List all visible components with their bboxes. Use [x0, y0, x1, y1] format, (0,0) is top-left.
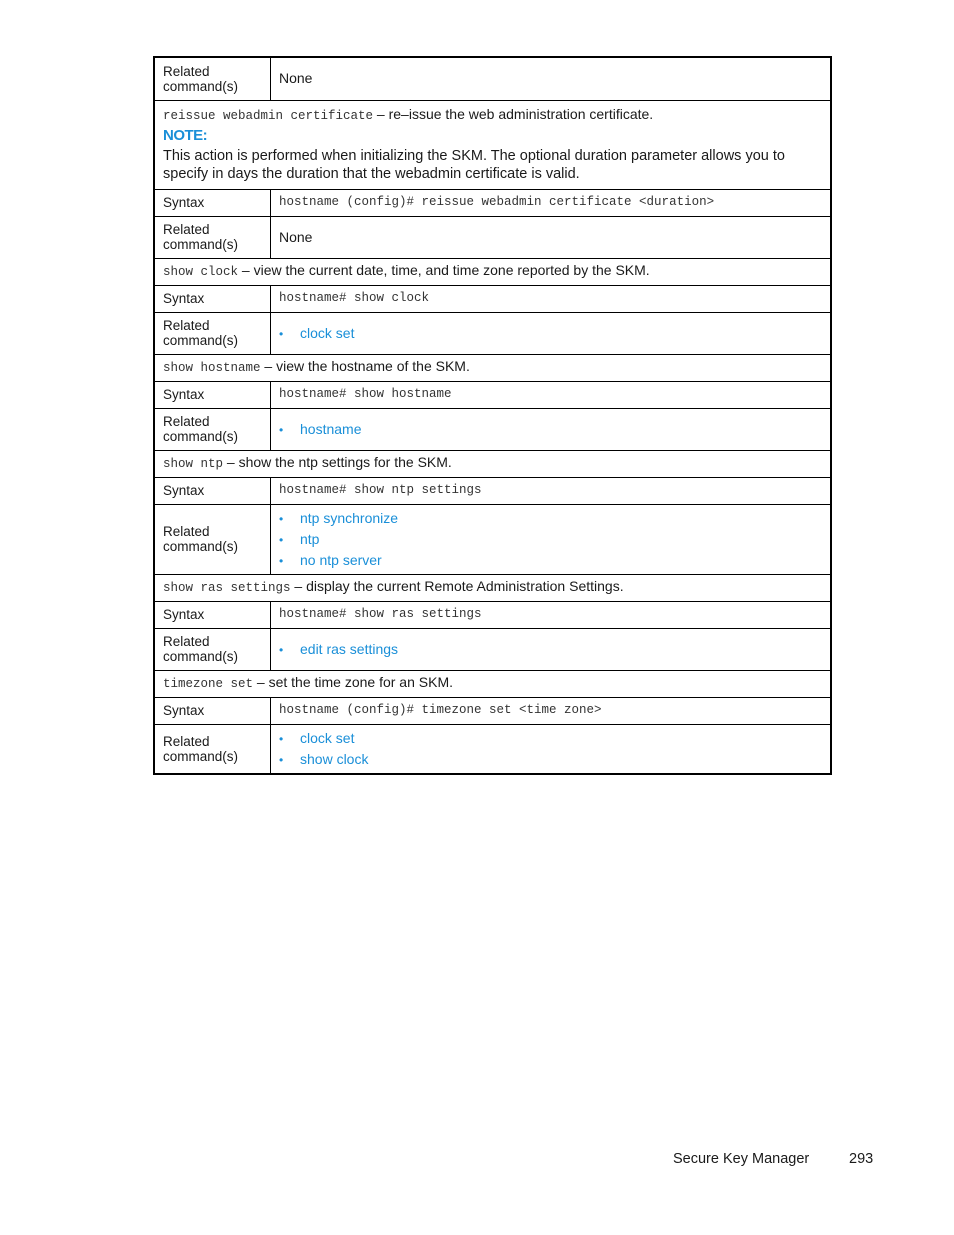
command-summary: – view the hostname of the SKM.	[260, 358, 470, 374]
related-label: Related command(s)	[154, 57, 271, 100]
footer-page-number: 293	[849, 1151, 874, 1167]
syntax-value: hostname# show ntp settings	[271, 477, 832, 504]
command-description	[154, 670, 831, 697]
syntax-row	[154, 381, 831, 408]
related-link-clock-set[interactable]: • clock set	[279, 729, 355, 746]
related-label: Related command(s)	[154, 628, 271, 670]
command-summary: – view the current date, time, and time zone reported by the SKM.	[238, 262, 650, 278]
syntax-row	[154, 601, 831, 628]
command-description-row	[154, 100, 831, 189]
command-name: show hostname	[163, 361, 261, 375]
syntax-value: hostname# show clock	[271, 285, 832, 312]
related-row	[154, 724, 831, 774]
related-value: None	[271, 216, 832, 258]
related-links	[271, 628, 832, 670]
related-row	[154, 57, 831, 100]
note-label: NOTE:	[163, 127, 208, 144]
command-name: show clock	[163, 265, 239, 279]
related-link-show-clock[interactable]: • show clock	[279, 750, 369, 767]
command-name: show ras settings	[163, 581, 291, 595]
related-row	[154, 408, 831, 450]
related-links	[271, 504, 832, 574]
syntax-label: Syntax	[154, 381, 271, 408]
syntax-row	[154, 285, 831, 312]
syntax-row	[154, 189, 831, 216]
related-label: Related command(s)	[154, 312, 271, 354]
command-description	[154, 450, 831, 477]
related-row	[154, 628, 831, 670]
syntax-value: hostname# show hostname	[271, 381, 832, 408]
syntax-label: Syntax	[154, 697, 271, 724]
syntax-label: Syntax	[154, 189, 271, 216]
syntax-row	[154, 697, 831, 724]
syntax-label: Syntax	[154, 285, 271, 312]
related-row	[154, 312, 831, 354]
related-links	[271, 312, 832, 354]
command-description	[154, 574, 831, 601]
syntax-row	[154, 477, 831, 504]
related-label: Related command(s)	[154, 408, 271, 450]
related-value: None	[271, 57, 832, 100]
related-links	[271, 724, 832, 774]
syntax-label: Syntax	[154, 477, 271, 504]
command-name: timezone set	[163, 677, 254, 691]
related-label: Related command(s)	[154, 504, 271, 574]
command-description	[154, 100, 831, 189]
command-description	[154, 354, 831, 381]
command-summary: – set the time zone for an SKM.	[253, 674, 454, 690]
related-link-clock-set[interactable]: • clock set	[279, 324, 355, 341]
command-summary: – show the ntp settings for the SKM.	[223, 454, 452, 470]
related-link-edit-ras-settings[interactable]: • edit ras settings	[279, 640, 399, 657]
command-description-row	[154, 574, 831, 601]
command-description-row	[154, 354, 831, 381]
related-label: Related command(s)	[154, 216, 271, 258]
related-row	[154, 504, 831, 574]
related-link-hostname[interactable]: • hostname	[279, 420, 362, 437]
syntax-value: hostname# show ras settings	[271, 601, 832, 628]
command-description	[154, 258, 831, 285]
command-summary: – re–issue the web administration certificate.	[373, 106, 654, 122]
command-reference-table	[153, 56, 832, 775]
command-summary: – display the current Remote Administration Settings.	[290, 578, 624, 594]
syntax-value: hostname (config)# timezone set <time zone>	[271, 697, 832, 724]
related-label: Related command(s)	[154, 724, 271, 774]
related-link-ntp[interactable]: • ntp	[279, 530, 320, 547]
related-links	[271, 408, 832, 450]
command-description-row	[154, 450, 831, 477]
command-name: show ntp	[163, 457, 224, 471]
related-link-no-ntp-server[interactable]: • no ntp server	[279, 551, 382, 568]
command-description-row	[154, 258, 831, 285]
command-description-row	[154, 670, 831, 697]
syntax-value: hostname (config)# reissue webadmin certificate <duration>	[271, 189, 832, 216]
syntax-label: Syntax	[154, 601, 271, 628]
footer-document-title: Secure Key Manager	[673, 1151, 810, 1167]
note-text: This action is performed when initializing the SKM. The optional duration parameter allows you to specify in days the duration that the webadmin certificate is valid.	[163, 148, 785, 182]
command-name: reissue webadmin certificate	[163, 109, 374, 123]
related-row	[154, 216, 831, 258]
related-link-ntp-synchronize[interactable]: • ntp synchronize	[279, 509, 399, 526]
